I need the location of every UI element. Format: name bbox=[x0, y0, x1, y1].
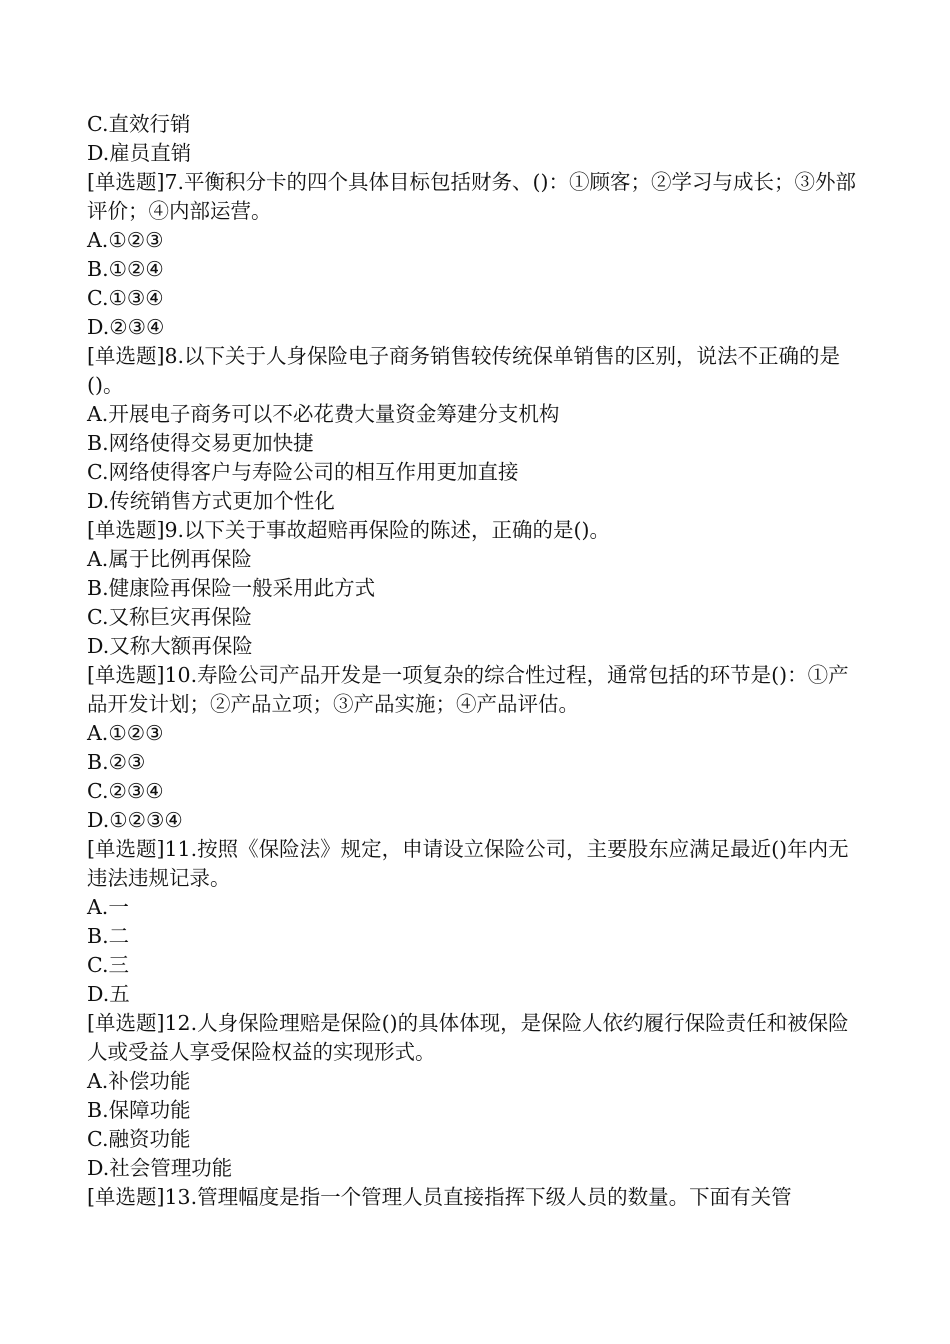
question-text: 8.以下关于人身保险电子商务销售较传统保单销售的区别，说法不正确的是()。 bbox=[87, 344, 841, 397]
option-line: B.二 bbox=[87, 924, 130, 948]
option-line: D.五 bbox=[87, 982, 130, 1006]
question-type-label: [单选题] bbox=[87, 837, 165, 861]
question-block bbox=[87, 516, 867, 661]
option-line: D.①②③④ bbox=[87, 808, 183, 832]
question-stem bbox=[87, 342, 867, 400]
option-line: A.①②③ bbox=[87, 228, 164, 252]
option-line: C.三 bbox=[87, 953, 129, 977]
question-stem bbox=[87, 835, 867, 893]
question-type-label: [单选题] bbox=[87, 1011, 165, 1035]
option-line: C.直效行销 bbox=[87, 112, 191, 136]
question-text: 10.寿险公司产品开发是一项复杂的综合性过程，通常包括的环节是()：①产品开发计划；②产品立项；③产品实施；④产品评估。 bbox=[87, 663, 849, 716]
question-block bbox=[87, 661, 867, 835]
document-page bbox=[87, 110, 867, 1212]
question-type-label: [单选题] bbox=[87, 663, 165, 687]
question-type-label: [单选题] bbox=[87, 1185, 165, 1209]
question-text: 9.以下关于事故超赔再保险的陈述，正确的是()。 bbox=[164, 518, 611, 542]
option-line: A.①②③ bbox=[87, 721, 164, 745]
question-type-label: [单选题] bbox=[87, 170, 165, 194]
option-line: C.融资功能 bbox=[87, 1127, 191, 1151]
question-type-label: [单选题] bbox=[87, 518, 165, 542]
option-line: C.网络使得客户与寿险公司的相互作用更加直接 bbox=[87, 460, 519, 484]
option-line: A.补偿功能 bbox=[87, 1069, 191, 1093]
question-stem bbox=[87, 516, 867, 545]
option-line: B.①②④ bbox=[87, 257, 164, 281]
option-line: D.社会管理功能 bbox=[87, 1156, 233, 1180]
option-line: C.①③④ bbox=[87, 286, 164, 310]
option-line: C.又称巨灾再保险 bbox=[87, 605, 252, 629]
question-block bbox=[87, 835, 867, 1009]
question-type-label: [单选题] bbox=[87, 344, 165, 368]
option-line: A.开展电子商务可以不必花费大量资金筹建分支机构 bbox=[87, 402, 560, 426]
question-text: 7.平衡积分卡的四个具体目标包括财务、()：①顾客；②学习与成长；③外部评价；④内部运营。 bbox=[87, 170, 857, 223]
question-block bbox=[87, 1183, 867, 1212]
question-stem bbox=[87, 1183, 867, 1212]
option-line: B.健康险再保险一般采用此方式 bbox=[87, 576, 376, 600]
option-line: C.②③④ bbox=[87, 779, 164, 803]
question-text: 11.按照《保险法》规定，申请设立保险公司，主要股东应满足最近()年内无违法违规记录。 bbox=[87, 837, 849, 890]
question-stem bbox=[87, 661, 867, 719]
question-text: 13.管理幅度是指一个管理人员直接指挥下级人员的数量。下面有关管 bbox=[164, 1185, 792, 1209]
option-line: A.一 bbox=[87, 895, 129, 919]
option-line: D.又称大额再保险 bbox=[87, 634, 253, 658]
question-block bbox=[87, 1009, 867, 1183]
question-text: 12.人身保险理赔是保险()的具体体现，是保险人依约履行保险责任和被保险人或受益人享受保险权益的实现形式。 bbox=[87, 1011, 849, 1064]
question-stem bbox=[87, 1009, 867, 1067]
option-line: B.网络使得交易更加快捷 bbox=[87, 431, 314, 455]
option-line: B.保障功能 bbox=[87, 1098, 191, 1122]
question-stem bbox=[87, 168, 867, 226]
option-line: D.传统销售方式更加个性化 bbox=[87, 489, 335, 513]
option-line: D.②③④ bbox=[87, 315, 165, 339]
option-line: A.属于比例再保险 bbox=[87, 547, 252, 571]
question-block bbox=[87, 168, 867, 342]
option-line: B.②③ bbox=[87, 750, 146, 774]
question-block bbox=[87, 342, 867, 516]
option-line: D.雇员直销 bbox=[87, 141, 192, 165]
